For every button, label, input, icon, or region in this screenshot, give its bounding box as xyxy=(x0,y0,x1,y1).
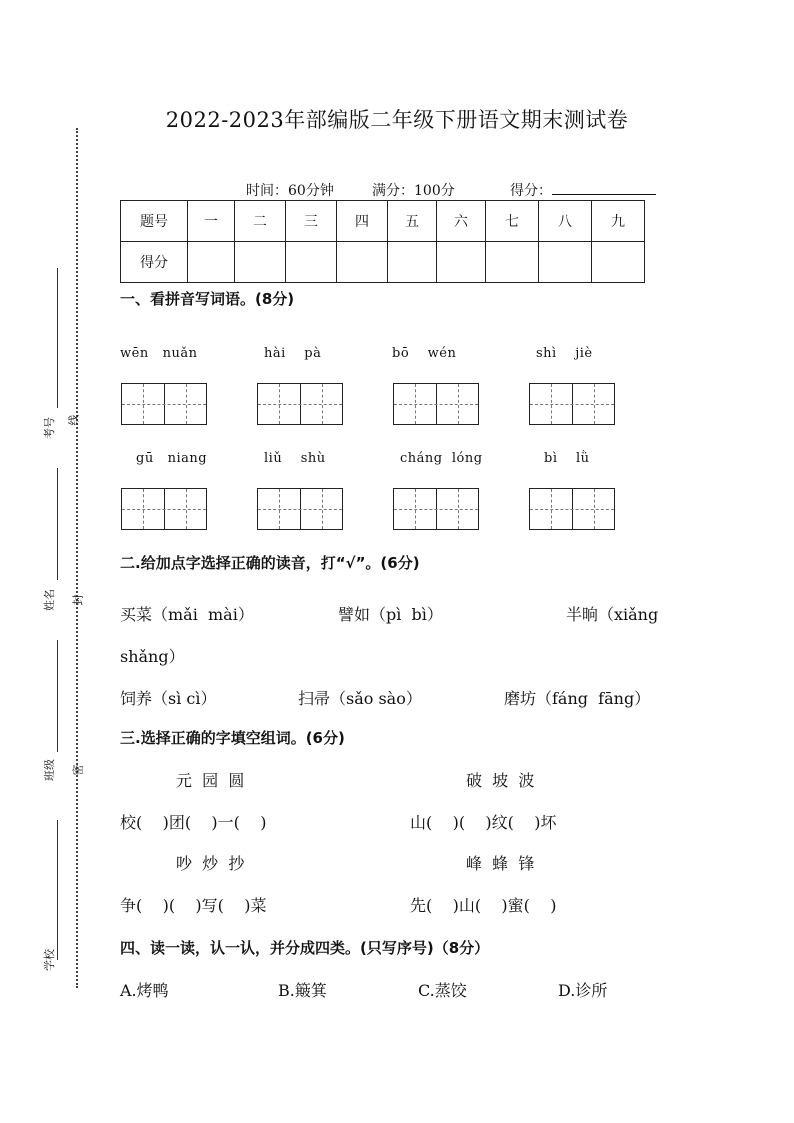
col-header: 七 xyxy=(486,201,539,242)
s2-item-banshang: 半晌（xiǎng xyxy=(566,605,659,624)
s2-item-banshang-cont: shǎng） xyxy=(120,647,185,666)
tianzige-box[interactable] xyxy=(529,383,615,425)
s2-item-maicai: 买菜（mǎi mài） xyxy=(120,605,254,624)
kaohao-blank-line xyxy=(57,268,58,408)
table-row xyxy=(121,242,645,283)
score-label-text: 得分： xyxy=(510,183,552,199)
score-cell[interactable] xyxy=(592,242,645,283)
pinyin-1: wēn nuǎn xyxy=(120,346,198,361)
s3-fill-group3: 争( )( )写( )菜 xyxy=(120,896,267,915)
s3-fill-group2: 山( )( )纹( )坏 xyxy=(410,813,557,832)
xuexiao-label: 学校 xyxy=(43,949,56,971)
section1-heading: 一、看拼音写词语。(8分) xyxy=(120,290,295,308)
tianzige-box[interactable] xyxy=(121,488,207,530)
pinyin-8: bì lǜ xyxy=(544,451,590,466)
section3-heading: 三.选择正确的字填空组词。(6分) xyxy=(120,729,345,747)
s3-chars-group1: 元 园 圆 xyxy=(176,771,245,790)
col-header: 一 xyxy=(188,201,235,242)
s2-item-mofang: 磨坊（fáng fāng） xyxy=(504,689,651,708)
banji-blank-line xyxy=(57,640,58,752)
pinyin-5: gū niang xyxy=(136,451,208,466)
col-header: 四 xyxy=(337,201,388,242)
score-cell[interactable] xyxy=(539,242,592,283)
score-blank[interactable] xyxy=(552,182,656,195)
col-header: 二 xyxy=(235,201,286,242)
score-cell[interactable] xyxy=(188,242,235,283)
pinyin-6: liǔ shù xyxy=(264,451,326,466)
score-table xyxy=(120,200,645,283)
pinyin-4: shì jiè xyxy=(536,346,593,361)
row-label-tihao: 题号 xyxy=(121,201,188,242)
xuexiao-blank-line xyxy=(57,820,58,960)
score-cell[interactable] xyxy=(437,242,486,283)
banji-label: 班级 xyxy=(43,759,56,781)
score-label xyxy=(510,180,656,200)
score-cell[interactable] xyxy=(486,242,539,283)
col-header: 六 xyxy=(437,201,486,242)
s4-item-d: D.诊所 xyxy=(558,981,608,1000)
tianzige-box[interactable] xyxy=(257,488,343,530)
tianzige-box[interactable] xyxy=(121,383,207,425)
row-label-defen: 得分 xyxy=(121,242,188,283)
page-title: 2022-2023年部编版二年级下册语文期末测试卷 xyxy=(165,108,629,132)
s3-fill-group1: 校( )团( )一( ) xyxy=(120,813,267,832)
s4-item-b: B.簸箕 xyxy=(278,981,327,1000)
xingming-label: 姓名 xyxy=(43,589,56,611)
section2-heading: 二.给加点字选择正确的读音，打“√”。(6分) xyxy=(120,554,420,572)
full-score-info: 满分：100分 xyxy=(372,183,455,199)
s3-chars-group2: 破 坡 波 xyxy=(466,771,535,790)
s2-item-siyang: 饲养（sì cì） xyxy=(120,689,217,708)
kaohao-label: 考号 xyxy=(43,417,56,439)
col-header: 八 xyxy=(539,201,592,242)
col-header: 九 xyxy=(592,201,645,242)
xian-label: 线 xyxy=(67,414,81,426)
s4-item-c: C.蒸饺 xyxy=(418,981,467,1000)
s4-item-a: A.烤鸭 xyxy=(120,981,169,1000)
s3-chars-group3: 吵 炒 抄 xyxy=(176,854,245,873)
pinyin-3: bō wén xyxy=(392,346,457,361)
s2-item-piru: 譬如（pì bì） xyxy=(338,605,443,624)
pinyin-7: cháng lóng xyxy=(400,451,483,466)
col-header: 三 xyxy=(286,201,337,242)
table-row xyxy=(121,201,645,242)
s3-chars-group4: 峰 蜂 锋 xyxy=(466,854,535,873)
score-cell[interactable] xyxy=(235,242,286,283)
col-header: 五 xyxy=(388,201,437,242)
score-cell[interactable] xyxy=(286,242,337,283)
feng-label: 封 xyxy=(71,594,85,606)
tianzige-box[interactable] xyxy=(393,488,479,530)
tianzige-box[interactable] xyxy=(529,488,615,530)
score-cell[interactable] xyxy=(337,242,388,283)
score-cell[interactable] xyxy=(388,242,437,283)
s3-fill-group4: 先( )山( )蜜( ) xyxy=(410,896,557,915)
binding-dotted-line xyxy=(76,128,78,988)
section4-heading: 四、读一读，认一认，并分成四类。(只写序号)（8分） xyxy=(120,939,490,957)
s2-item-saozhou: 扫帚（sǎo sào） xyxy=(298,689,422,708)
time-info: 时间：60分钟 xyxy=(246,183,334,199)
tianzige-box[interactable] xyxy=(257,383,343,425)
mi-label: 密 xyxy=(71,764,85,776)
tianzige-box[interactable] xyxy=(393,383,479,425)
pinyin-2: hài pà xyxy=(264,346,322,361)
xingming-blank-line xyxy=(57,468,58,580)
